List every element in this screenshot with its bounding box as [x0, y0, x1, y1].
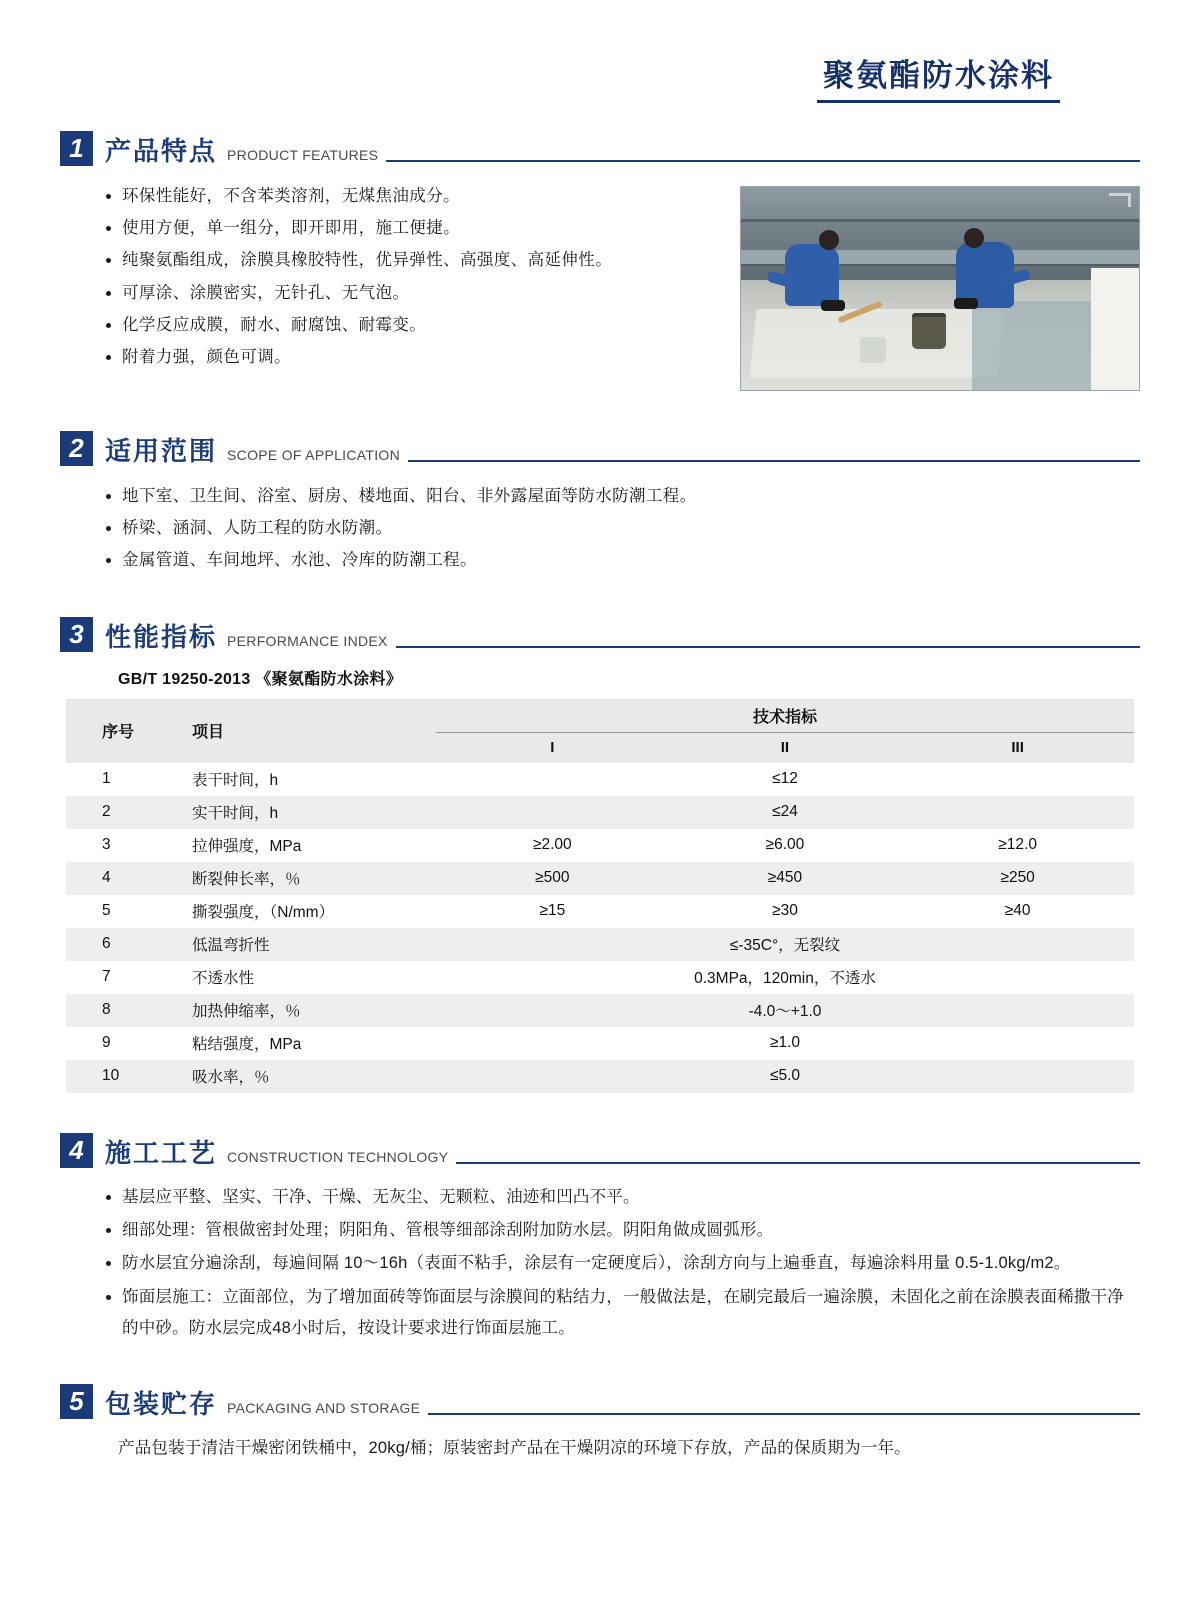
- list-item: 桥梁、涵洞、人防工程的防水防潮。: [106, 512, 1140, 544]
- spacer: [60, 583, 1140, 617]
- section-header: [60, 131, 1140, 166]
- list-item: 化学反应成膜，耐水、耐腐蚀、耐霉变。: [106, 309, 722, 341]
- cell-item: 粘结强度，MPa: [192, 1036, 302, 1054]
- table-header-row: [66, 699, 1134, 733]
- packaging-description: 产品包装于清洁干燥密闭铁桶中，20kg/桶；原装密封产品在干燥阴凉的环境下存放，产品的保质期为一年。: [118, 1439, 911, 1458]
- cell-value-grade-3: ≥250: [901, 862, 1134, 895]
- column-header-tech: 技术指标: [436, 699, 1134, 733]
- photo-worker-left: [785, 244, 839, 306]
- cell-no: 10: [66, 1060, 186, 1093]
- section-title-en: CONSTRUCTION TECHNOLOGY: [227, 1148, 449, 1165]
- section-header: [60, 1133, 1140, 1168]
- photo-right-panel: [1091, 268, 1139, 390]
- photo-worker-body: [785, 244, 839, 306]
- section-divider: [456, 1162, 1140, 1164]
- table-row: [66, 895, 1134, 928]
- cell-value-grade-2: ≥6.00: [765, 836, 805, 854]
- cell-value-grade-1: ≥2.00: [532, 836, 572, 854]
- photo-worker-right: [956, 242, 1014, 308]
- section-number-badge: 3: [60, 617, 93, 652]
- column-header-grade-2: II: [669, 733, 902, 763]
- list-item: 附着力强，颜色可调。: [106, 341, 722, 373]
- section-title-cn: 包装贮存: [105, 1389, 218, 1420]
- cell-no: 9: [102, 1034, 111, 1052]
- cell-item: 撕裂强度，（N/mm）: [192, 904, 335, 922]
- table-row: [66, 1027, 1134, 1060]
- list-item: 基层应平整、坚实、干净、干燥、无灰尘、无颗粒、油迹和凹凸不平。: [106, 1182, 1140, 1213]
- cell-value-grade-2: ≥450: [669, 862, 902, 895]
- cell-no: 1: [102, 770, 111, 788]
- product-application-photo: [740, 186, 1140, 391]
- cell-no: 5: [102, 902, 111, 920]
- cell-item: 不透水性: [192, 970, 255, 988]
- table-row: [66, 829, 1134, 862]
- cell-value-grade-1: ≥500: [436, 862, 669, 895]
- section-header: [60, 617, 1140, 652]
- cell-item: 加热伸缩率，％: [186, 994, 436, 1027]
- list-item: 纯聚氨酯组成，涂膜具橡胶特性，优异弹性、高强度、高延伸性。: [106, 244, 722, 276]
- list-item: 细部处理：管根做密封处理；阴阳角、管根等细部涂刮附加防水层。阴阳角做成圆弧形。: [106, 1215, 1140, 1246]
- cell-item: 断裂伸长率，％: [186, 862, 436, 895]
- photo-worker-shoe: [954, 298, 978, 309]
- cell-value-all: 0.3MPa，120min，不透水: [694, 970, 876, 988]
- cell-no: 3: [102, 836, 111, 854]
- section-body: [60, 180, 1140, 391]
- cell-no: 7: [102, 968, 111, 986]
- section-divider: [396, 646, 1140, 648]
- section-scope-of-application: [60, 431, 1140, 577]
- cell-item: 实干时间，h: [186, 796, 436, 829]
- table-row: [66, 928, 1134, 961]
- section-title-en: SCOPE OF APPLICATION: [227, 447, 401, 463]
- document-title-container: [60, 50, 1140, 103]
- list-item: 防水层宜分遍涂刮，每遍间隔 10～16h（表面不粘手，涂层有一定硬度后），涂刮方向与上遍垂直，每遍涂料用量 0.5-1.0kg/m2。: [106, 1248, 1140, 1279]
- cell-value-grade-3: ≥12.0: [998, 836, 1037, 854]
- section-product-features: [60, 131, 1140, 391]
- list-item: 地下室、卫生间、浴室、厨房、楼地面、阳台、非外露屋面等防水防潮工程。: [106, 480, 1140, 512]
- column-header-item: 项目: [186, 699, 436, 763]
- cell-value-grade-1: ≥15: [539, 902, 566, 920]
- section-divider: [408, 460, 1140, 462]
- section-title-en: PRODUCT FEATURES: [227, 147, 379, 163]
- section-header: [60, 431, 1140, 466]
- construction-steps-list: [60, 1182, 1140, 1345]
- list-item: 金属管道、车间地坪、水池、冷库的防潮工程。: [106, 544, 1140, 576]
- table-row: [66, 796, 1134, 829]
- list-item: 饰面层施工：立面部位，为了增加面砖等饰面层与涂膜间的粘结力，一般做法是，在刷完最后一遍涂膜，未固化之前在涂膜表面稀撒干净的中砂。防水层完成48小时后，按设计要求进行饰面层施工。: [106, 1282, 1140, 1345]
- section-construction-technology: [60, 1133, 1140, 1345]
- cell-item: 拉伸强度，MPa: [192, 838, 302, 856]
- section-number-badge: 1: [60, 131, 93, 166]
- standard-reference: GB/T 19250-2013 《聚氨酯防水涂料》: [118, 670, 403, 688]
- section-header: [60, 1384, 1140, 1419]
- photo-upper-wall: [741, 187, 1139, 222]
- section-title-cn: 产品特点: [105, 136, 218, 166]
- column-header-grade-1: I: [436, 733, 669, 763]
- table-row: [66, 961, 1134, 994]
- cell-value-all: ≤12: [772, 770, 798, 788]
- cell-value-all: ≤-35C°，无裂纹: [436, 928, 1134, 961]
- cell-no: 2: [66, 796, 186, 829]
- performance-index-table: [66, 699, 1134, 1093]
- section-title-en: PERFORMANCE INDEX: [227, 632, 388, 649]
- column-header-no: 序号: [66, 699, 186, 763]
- section-title-en: PACKAGING AND STORAGE: [227, 1400, 421, 1417]
- spacer: [60, 1099, 1140, 1133]
- section-divider: [386, 160, 1140, 162]
- section-title-cn: 施工工艺: [105, 1137, 218, 1168]
- cell-value-all: ≤24: [436, 796, 1134, 829]
- table-row: [66, 763, 1134, 796]
- scope-list: [60, 480, 1140, 577]
- section-number-badge: 2: [60, 431, 93, 466]
- list-item: 环保性能好，不含苯类溶剂，无煤焦油成分。: [106, 180, 722, 212]
- section-performance-index: [60, 617, 1140, 1093]
- list-item: 使用方便，单一组分，即开即用，施工便捷。: [106, 212, 722, 244]
- photo-secondary-container: [860, 337, 886, 363]
- table-row: [66, 862, 1134, 895]
- photo-worker-body: [956, 242, 1014, 308]
- section-number-badge: 5: [60, 1384, 93, 1419]
- cell-value-grade-3: ≥40: [1004, 902, 1031, 920]
- spacer: [60, 1350, 1140, 1384]
- photo-paint-bucket: [912, 313, 946, 349]
- feature-list: [60, 180, 722, 373]
- spacer: [60, 397, 1140, 431]
- cell-value-all: ≤5.0: [436, 1060, 1134, 1093]
- section-packaging-and-storage: [60, 1384, 1140, 1464]
- table-body: [66, 763, 1134, 1093]
- table-header: [66, 699, 1134, 763]
- photo-worker-head: [964, 228, 984, 248]
- list-item: 可厚涂、涂膜密实，无针孔、无气泡。: [106, 277, 722, 309]
- cell-no: 4: [66, 862, 186, 895]
- feature-list-container: [60, 180, 722, 373]
- cell-no: 8: [66, 994, 186, 1027]
- column-header-grade-3: III: [901, 733, 1134, 763]
- table-row: [66, 994, 1134, 1027]
- section-title-cn: 性能指标: [105, 621, 218, 652]
- section-number-badge: 4: [60, 1133, 93, 1168]
- cell-item: 吸水率，％: [186, 1060, 436, 1093]
- section-divider: [428, 1413, 1140, 1415]
- page-title: 聚氨酯防水涂料: [817, 50, 1060, 103]
- cell-value-grade-2: ≥30: [772, 902, 798, 920]
- photo-corner-marker: [1109, 193, 1131, 207]
- cell-no: 6: [66, 928, 186, 961]
- photo-worker-shoe: [821, 300, 845, 311]
- cell-item: 低温弯折性: [186, 928, 436, 961]
- photo-worker-head: [819, 230, 839, 250]
- section-title-cn: 适用范围: [105, 436, 218, 466]
- table-row: [66, 1060, 1134, 1093]
- cell-item: 表干时间，h: [192, 772, 279, 790]
- cell-value-all: -4.0～+1.0: [436, 994, 1134, 1027]
- cell-value-all: ≥1.0: [769, 1034, 801, 1052]
